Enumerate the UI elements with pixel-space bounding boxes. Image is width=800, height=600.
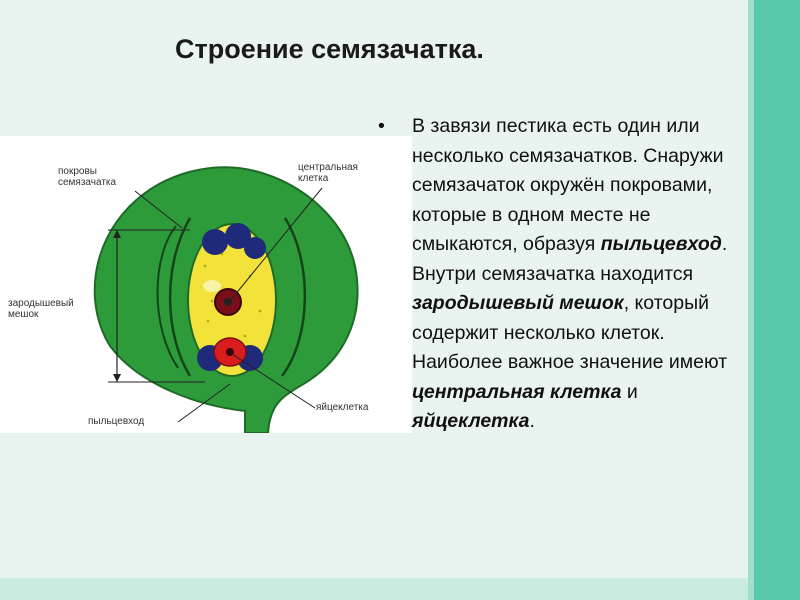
p1-text-1: В завязи пестика есть один или несколько семязачатков. Снаружи семязачаток окружён покровами, которые в одном месте не смыкаются, образуя (412, 115, 724, 255)
dimension-arrow-bottom (113, 374, 121, 382)
p2-text-4: . (529, 410, 535, 432)
paragraph-1 (378, 112, 748, 260)
term-micropyle: пыльцевход (600, 233, 722, 255)
decorative-side-band (748, 0, 800, 600)
p2-text-1: Внутри семязачатка находится (412, 262, 694, 285)
bullet-marker: • (378, 115, 385, 137)
antipodal-cell (202, 229, 228, 255)
decorative-bottom-band (0, 578, 748, 600)
side-band-stripe (748, 0, 754, 600)
label-integuments: покровы семязачатка (58, 166, 117, 188)
term-central-cell: центральная клетка (412, 380, 622, 403)
label-embryo-sac: зародышевый мешок (8, 298, 74, 320)
text-content (378, 112, 748, 437)
label-central-cell: центральная клетка (298, 162, 358, 184)
slide-title: Строение семязачатка. (175, 34, 484, 64)
p2-text-2: , который содержит несколько клеток. Наиболее важное значение имеют (412, 292, 728, 373)
antipodal-cell (244, 237, 266, 259)
label-micropyle: пыльцевход (88, 416, 145, 427)
p2-text-3: и (621, 380, 638, 403)
ovule-diagram-panel (0, 136, 412, 433)
term-egg-cell: яйцеклетка (412, 410, 530, 432)
paragraph-2 (378, 260, 748, 437)
p1-text-2: . (721, 233, 728, 255)
term-embryo-sac: зародышевый мешок (412, 292, 624, 314)
central-cell-nucleolus (224, 298, 232, 306)
sac-inclusion (203, 280, 221, 292)
label-egg-cell: яйцеклетка (316, 402, 369, 413)
